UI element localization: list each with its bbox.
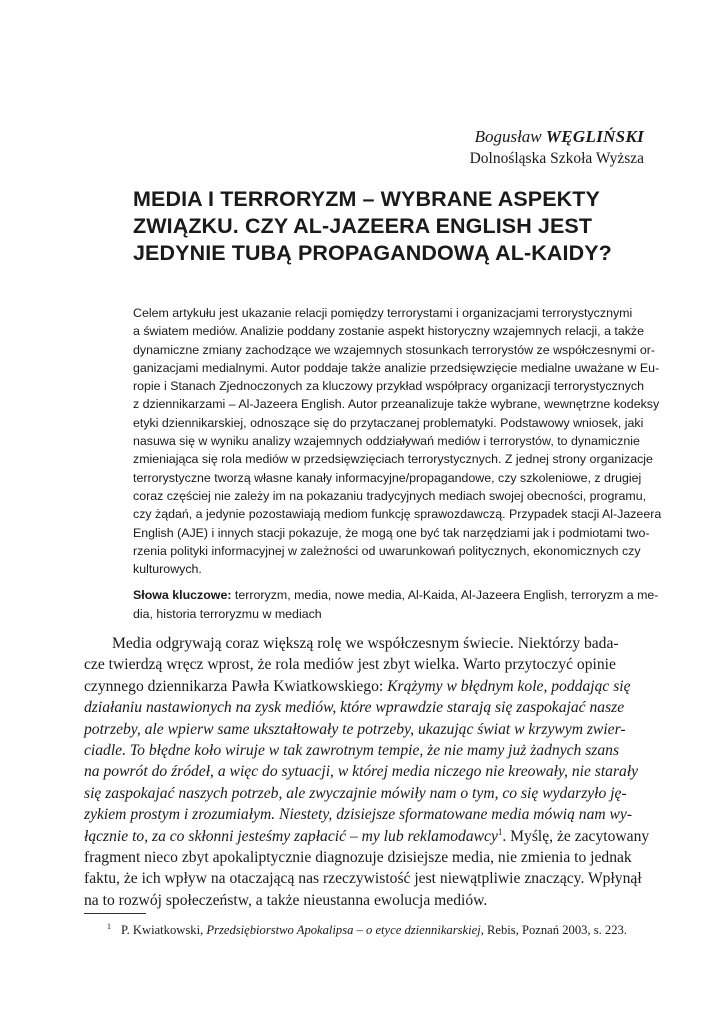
quote-text: łącznie to, za co skłonni jesteśmy zapłacić – my lub reklamodawcy <box>84 827 498 845</box>
abstract-line: zmieniająca się rola mediów w przedsięwzięciach terrorystycznych. Z jednej strony organizacje <box>133 452 653 467</box>
footnote-number: 1 <box>107 922 111 931</box>
author-affiliation: Dolnośląska Szkoła Wyższa <box>469 150 644 167</box>
abstract-line: a światem mediów. Analizie poddany zostanie aspekt historyczny wzajemnych relacji, a także <box>133 324 645 339</box>
footnote-rest: , Rebis, Poznań 2003, s. 223. <box>480 923 627 938</box>
footnote-ref[interactable]: 1 <box>497 826 503 837</box>
title-line: ZWIĄZKU. CZY AL-JAZEERA ENGLISH JEST <box>133 214 593 238</box>
footnote-author: P. Kwiatkowski, <box>121 923 207 938</box>
body-text: . Myślę, że zacytowany <box>502 827 650 845</box>
abstract-line: rzenia polityki informacyjnej w zależności od uwarunkowań politycznych, ekonomicznych czy <box>133 543 641 558</box>
keywords-line: dia, historia terroryzmu w mediach <box>133 606 322 621</box>
body-line: na to rozwój społeczeństw, a także nieustanna ewolucja mediów. <box>84 891 488 909</box>
body-line <box>84 761 644 782</box>
keywords <box>133 586 659 623</box>
body-line: Media odgrywają coraz większą rolę we współczesnym świecie. Niektórzy bada- <box>112 635 619 652</box>
abstract-line: English (AJE) i innych stacji pokazuje, że mogą one być tak narzędziami jak i podmiotami two- <box>133 525 650 540</box>
body-line <box>84 804 644 825</box>
abstract-line: Celem artykułu jest ukazanie relacji pomiędzy terrorystami i organizacjami terrorystycznymi <box>133 306 633 320</box>
title-line: JEDYNIE TUBĄ PROPAGANDOWĄ AL-KAIDY? <box>133 241 612 265</box>
keywords-line <box>133 586 659 604</box>
abstract-line: ganizacjami medialnymi. Autor poddaje także analizie przedsięwzięcie medialne uważane w Eu- <box>133 360 660 375</box>
abstract-line: czy żądań, a jedynie pozostawiają mediom funkcję sprawozdawczą. Przypadek stacji Al-Jazeera <box>133 507 662 522</box>
author-block <box>470 126 644 170</box>
abstract-line: terrorystyczne tworzą własne kanały informacyjne/propagandowe, czy szkoleniowe, z drugiej <box>133 470 642 485</box>
abstract-line: coraz częściej nie zależy im na pokazaniu tradycyjnych mediach swojej obecności, programu, <box>133 488 647 503</box>
body-line <box>84 719 644 740</box>
body-text: czynnego dziennikarza Pawła Kwiatkowskiego: <box>84 677 388 695</box>
body-paragraph <box>84 633 650 911</box>
body-line <box>84 740 644 761</box>
quote-text: działaniu nastawionych na zysk mediów, które wprawdzie starają się zaspokajać nasze <box>84 699 625 717</box>
body-line <box>84 783 644 804</box>
quote-text: Krążymy w błędnym kole, poddając się <box>387 677 631 695</box>
abstract-line: nasuwa się w wyniku analizy wzajemnych oddziaływań mediów i terrorystów, to dynamicznie <box>133 434 640 449</box>
quote-text: zykiem prostym i zrozumiałym. Niestety, dzisiejsze sformatowane media mówią nam wy- <box>84 806 633 824</box>
quote-text: ciadle. To błędne koło wiruje w tak zawrotnym tempie, że nie mamy już żadnych szans <box>84 742 620 760</box>
keywords-label: Słowa kluczowe: <box>133 588 232 603</box>
body-line: fragment nieco zbyt apokaliptycznie diagnozuje dzisiejsze media, nie zmienia to jednak <box>84 849 632 867</box>
quote-text: się zaspokajać naszych potrzeb, ale zwyczajnie mówiły nam o tym, co się wydarzyło ję- <box>84 784 627 802</box>
quote-text: potrzeby, ale wpierw same ukształtowały te potrzeby, ukazując świat w krzywym zwier- <box>84 720 626 738</box>
body-line <box>84 676 644 697</box>
abstract-line: kulturowych. <box>133 562 202 577</box>
author-surname: WĘGLIŃSKI <box>545 127 644 146</box>
body-line <box>84 826 650 847</box>
abstract-line: etyki dziennikarskiej, odnoszące się do przytaczanej problematyki. Podstawowy wniosek, jaki <box>133 415 644 430</box>
footnote <box>107 918 627 939</box>
author-name <box>470 126 644 148</box>
quote-text: na powrót do źródeł, a więc do sytuacji, w której media niczego nie kreowały, nie starały <box>84 763 639 781</box>
keywords-text: terroryzm, media, nowe media, Al-Kaida, Al-Jazeera English, terroryzm a me- <box>231 588 659 603</box>
author-first-name: Bogusław <box>474 127 542 146</box>
body-line <box>84 697 644 718</box>
footnote-divider <box>84 913 146 914</box>
abstract-line: ropie i Stanach Zjednoczonych za kluczowy przykład współpracy organizacji terrorystycznych <box>133 379 644 394</box>
body-line: cze twierdzą wręcz wprost, że rola mediów jest zbyt wielka. Warto przytoczyć opinie <box>84 656 616 674</box>
title-line: MEDIA I TERRORYZM – WYBRANE ASPEKTY <box>133 187 600 211</box>
body-line: faktu, że ich wpływ na otaczającą nas rzeczywistość jest niewątpliwie znaczący. Wpłynął <box>84 870 642 888</box>
abstract <box>133 304 662 623</box>
article-title <box>133 186 653 267</box>
abstract-line: z dziennikarzami – Al-Jazeera English. Autor przeanalizuje także wybrane, wewnętrzne kodeksy <box>133 397 660 412</box>
footnote-title: Przedsiębiorstwo Apokalipsa – o etyce dziennikarskiej <box>206 923 481 938</box>
abstract-line: dynamiczne zmiany zachodzące we wzajemnych stosunkach terrorystów ze współczesnymi or- <box>133 342 655 357</box>
